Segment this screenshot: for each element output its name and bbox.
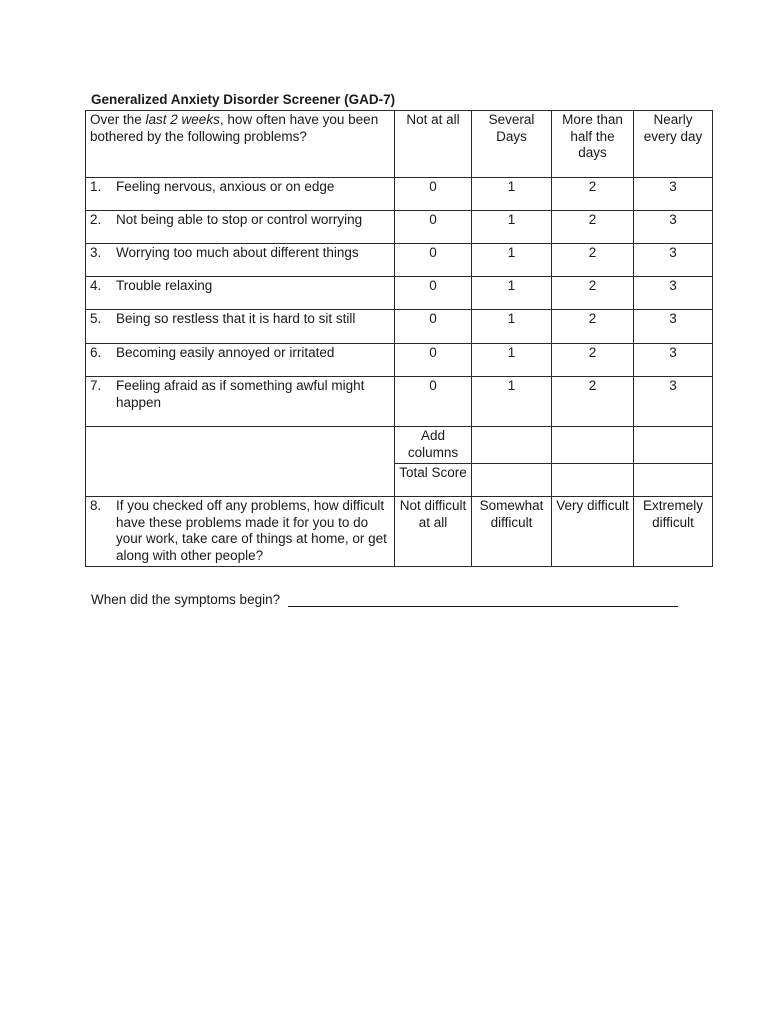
item-number: 5. [90,311,102,326]
prompt-emphasis: last 2 weeks [145,112,220,127]
item-number: 7. [90,378,102,393]
score-cell[interactable]: 3 [634,344,713,377]
prompt-before: Over the [90,112,146,127]
column-sum-not-at-all[interactable] [472,427,552,464]
score-cell[interactable]: 0 [395,377,472,427]
item-text: Worrying too much about different things [116,245,359,260]
score-cell[interactable]: 1 [472,377,552,427]
item-text: Feeling afraid as if something awful might happen [116,378,365,410]
score-cell[interactable]: 3 [634,178,713,211]
item-number: 1. [90,179,102,194]
add-columns-label: Add columns [395,427,472,464]
score-cell[interactable]: 0 [395,310,472,344]
table-row [86,211,713,244]
difficulty-option-not-difficult[interactable]: Not difficult at all [395,497,472,567]
gad7-table [85,110,713,567]
item-number: 6. [90,345,102,360]
item-question-cell [86,344,395,377]
table-row [86,277,713,310]
score-cell[interactable]: 2 [552,211,634,244]
item-number: 3. [90,245,102,260]
total-score-field[interactable] [472,464,552,497]
total-score-label: Total Score [395,464,472,497]
score-cell[interactable]: 0 [395,277,472,310]
item-number: 8. [90,498,102,513]
score-cell[interactable]: 3 [634,244,713,277]
blank-cell [86,427,395,497]
score-cell[interactable]: 2 [552,244,634,277]
score-cell[interactable]: 1 [472,178,552,211]
item-question-cell [86,277,395,310]
item-question-cell [86,178,395,211]
score-cell[interactable]: 0 [395,344,472,377]
table-row [86,377,713,427]
difficulty-option-somewhat[interactable]: Somewhat difficult [472,497,552,567]
onset-answer-line[interactable] [288,606,678,607]
score-cell[interactable]: 2 [552,344,634,377]
column-header-several-days: Several Days [472,111,552,178]
table-row [86,178,713,211]
score-cell[interactable]: 1 [472,310,552,344]
score-cell[interactable]: 3 [634,277,713,310]
score-cell[interactable]: 2 [552,277,634,310]
table-row [86,310,713,344]
score-cell[interactable]: 1 [472,211,552,244]
item-text: Feeling nervous, anxious or on edge [116,179,335,194]
header-row [86,111,713,178]
item-number: 4. [90,278,102,293]
table-row [86,244,713,277]
score-cell[interactable]: 1 [472,344,552,377]
total-score-blank [634,464,713,497]
item-question-cell [86,377,395,427]
column-header-nearly-every-day: Nearly every day [634,111,713,178]
score-cell[interactable]: 0 [395,211,472,244]
difficulty-question-cell [86,497,395,567]
prompt-after: , how often have you been bothered by the following problems? [90,112,379,144]
score-cell[interactable]: 3 [634,310,713,344]
score-cell[interactable]: 3 [634,211,713,244]
column-sum-nearly-every-day[interactable] [634,427,713,464]
score-cell[interactable]: 1 [472,244,552,277]
column-sum-more-than-half[interactable] [552,427,634,464]
difficulty-option-extremely[interactable]: Extremely difficult [634,497,713,567]
add-columns-row [86,427,713,464]
score-cell[interactable]: 3 [634,377,713,427]
table-row [86,344,713,377]
item-text: Becoming easily annoyed or irritated [116,345,335,360]
form-title: Generalized Anxiety Disorder Screener (GAD-7) [91,92,396,107]
column-header-more-than-half: More than half the days [552,111,634,178]
item-text: Trouble relaxing [116,278,213,293]
difficulty-option-very[interactable]: Very difficult [552,497,634,567]
score-cell[interactable]: 2 [552,377,634,427]
prompt-cell [86,111,395,178]
score-cell[interactable]: 1 [472,277,552,310]
difficulty-question-text: If you checked off any problems, how difficult have these problems made it for you to do your work, take care of things at home, or get along with other people? [116,498,387,563]
item-text: Not being able to stop or control worrying [116,212,363,227]
score-cell[interactable]: 2 [552,178,634,211]
score-cell[interactable]: 2 [552,310,634,344]
score-cell[interactable]: 0 [395,244,472,277]
score-cell[interactable]: 0 [395,178,472,211]
difficulty-row [86,497,713,567]
item-number: 2. [90,212,102,227]
item-question-cell [86,310,395,344]
onset-question: When did the symptoms begin? [91,592,281,607]
item-text: Being so restless that it is hard to sit still [116,311,356,326]
item-question-cell [86,211,395,244]
item-question-cell [86,244,395,277]
column-header-not-at-all: Not at all [395,111,472,178]
total-score-blank [552,464,634,497]
